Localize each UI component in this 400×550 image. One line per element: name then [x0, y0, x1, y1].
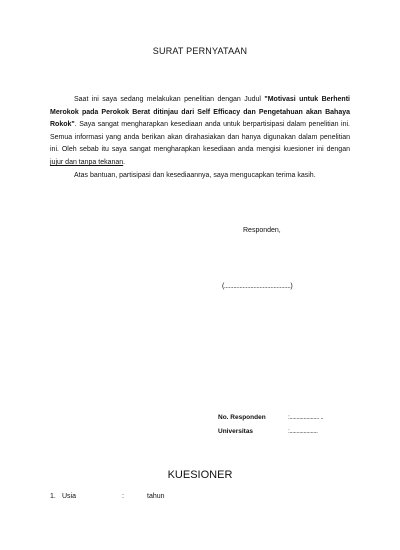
statement-body [50, 94, 350, 182]
respondent-number-label: No. Responden [218, 414, 266, 421]
question-1-label: Usia [62, 493, 77, 500]
p1-text-end: . [123, 158, 126, 166]
research-title: "Motivasi untuk Berhenti Merokok pada Perokok Berat ditinjau dari Self Efficacy dan Pengetahuan akan Bahaya Rokok" [50, 96, 350, 129]
respondent-number-row [218, 414, 323, 421]
signature-line: (...........................................) [222, 283, 293, 290]
statement-paragraph-2: Atas bantuan, partisipasi dan kesediaannya, saya mengucapkan terima kasih. [74, 171, 316, 179]
statement-paragraph-1 [50, 94, 350, 170]
question-1-unit: tahun [147, 493, 165, 500]
university-label: Universitas [218, 428, 254, 435]
p1-text-middle: . Saya sangat mengharapkan kesediaan anda untuk berpartisipasi dalam penelitian ini. Semua informasi yang anda berikan akan dirahasiakan dan hanya digunakan dalam penelitian ini. Oleh sebab itu saya sangat mengharapkan kesediaan anda mengisi kuesioner ini dengan [50, 121, 350, 154]
respondent-label: Responden, [243, 227, 281, 234]
university-row [218, 428, 318, 435]
respondent-number-value: :..................... .. [288, 414, 324, 421]
p1-text-start: Saat ini saya sedang melakukan penelitian dengan Judul [74, 96, 265, 103]
university-value: :.................... [288, 428, 318, 435]
document-title: SURAT PERNYATAAN [152, 46, 248, 56]
question-1-row [50, 493, 165, 500]
question-1-colon: : [122, 493, 124, 500]
question-1-number: 1. [50, 493, 56, 500]
underlined-phrase: jujur dan tanpa tekanan [50, 158, 124, 166]
questionnaire-title: KUESIONER [167, 469, 233, 481]
